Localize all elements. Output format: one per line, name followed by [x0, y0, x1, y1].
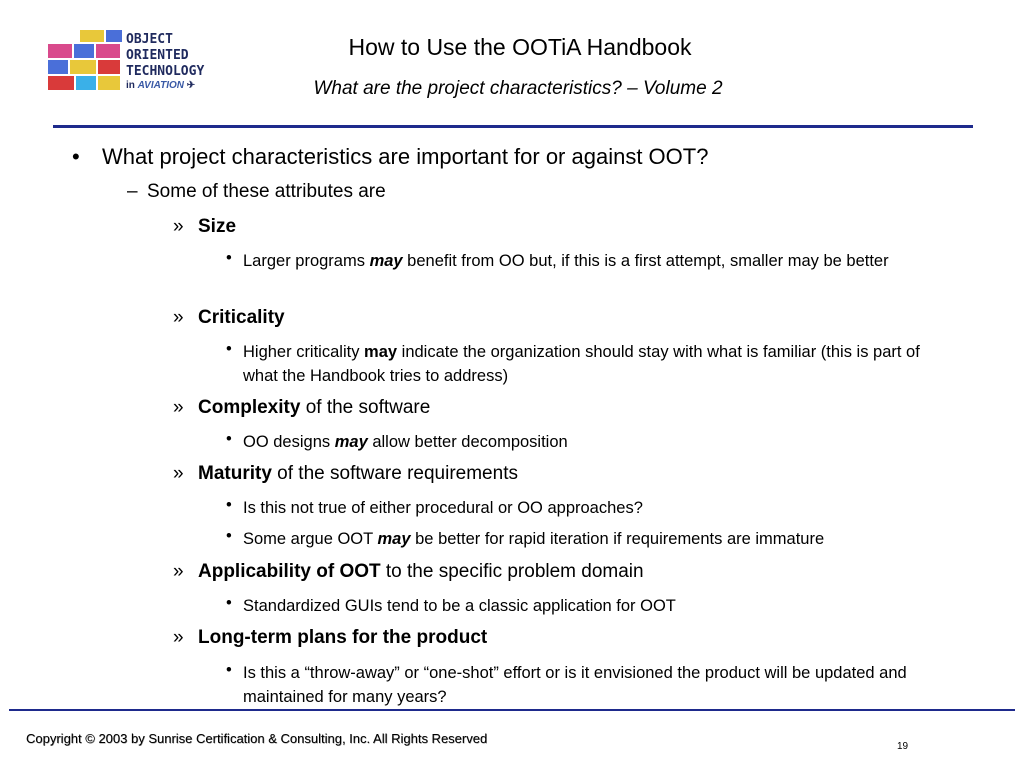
text-part: indicate the organization should stay with what is familiar (this is part of what the Handbook tries to address)	[243, 343, 920, 385]
chevron-marker: »	[173, 397, 184, 418]
sub-bullet	[226, 340, 920, 385]
bullet-marker: •	[226, 527, 232, 545]
attribute-long-term	[173, 627, 488, 649]
attribute-maturity	[173, 463, 518, 485]
text-part: Higher criticality	[243, 343, 365, 361]
attribute-size	[173, 216, 237, 238]
bullet-marker: •	[226, 249, 232, 267]
logo-line-object: OBJECT	[126, 32, 173, 47]
attribute-name: Applicability of OOT	[198, 561, 381, 582]
logo-line-technology: TECHNOLOGY	[126, 64, 205, 79]
emphasis: may	[334, 433, 368, 451]
bullet-text: Is this not true of either procedural or OO approaches?	[243, 499, 643, 517]
copyright-notice: Copyright © 2003 by Sunrise Certification & Consulting, Inc. All Rights Reserved	[26, 731, 488, 746]
attribute-name: Complexity	[198, 397, 301, 418]
attribute-name: Size	[198, 216, 237, 237]
footer-divider	[9, 709, 1015, 711]
page-number: 19	[897, 741, 909, 752]
sub-bullet	[226, 527, 825, 548]
attribute-criticality	[173, 307, 285, 329]
bullet-text: Some of these attributes are	[147, 181, 386, 202]
text-part: be better for rapid iteration if requirements are immature	[410, 530, 825, 548]
logo-line-oriented: ORIENTED	[126, 48, 189, 63]
chevron-marker: »	[173, 561, 184, 582]
bullet-marker: •	[226, 661, 232, 679]
text-part: allow better decomposition	[367, 433, 568, 451]
logo-in: in	[126, 80, 135, 91]
attribute-complexity	[173, 397, 431, 419]
sub-bullet	[226, 249, 889, 270]
text-part: benefit from OO but, if this is a first attempt, smaller may be better	[402, 252, 889, 270]
logo-aviation: AVIATION	[137, 80, 184, 91]
bullet-level1	[72, 144, 709, 170]
bullet-marker: •	[226, 340, 232, 358]
sub-bullet	[226, 594, 676, 615]
bullet-level2	[127, 181, 386, 203]
attribute-rest: to the specific problem domain	[380, 561, 644, 582]
chevron-marker: »	[173, 216, 184, 237]
lego-bricks-graphic	[46, 30, 126, 100]
logo-line-aviation	[126, 80, 204, 92]
slide-subtitle: What are the project characteristics? – Volume 2	[313, 78, 723, 99]
chevron-marker: »	[173, 463, 184, 484]
bullet-marker: •	[226, 496, 232, 514]
sub-bullet	[226, 430, 568, 451]
ootia-logo	[46, 30, 228, 102]
attribute-rest: of the software requirements	[271, 463, 518, 484]
header-divider	[53, 125, 973, 128]
airplane-icon: ✈	[186, 80, 196, 91]
dash-marker: –	[127, 181, 138, 202]
bullet-marker: •	[226, 430, 232, 448]
sub-bullet	[226, 496, 643, 517]
bullet-text: What project characteristics are important for or against OOT?	[102, 144, 709, 169]
attribute-rest: of the software	[300, 397, 431, 418]
text-part: OO designs	[243, 433, 335, 451]
logo-wordmark	[126, 32, 204, 92]
text-part: Some argue OOT	[243, 530, 378, 548]
bullet-marker: •	[72, 144, 80, 169]
slide-title: How to Use the OOTiA Handbook	[348, 34, 692, 60]
attribute-name: Maturity	[198, 463, 272, 484]
attribute-applicability	[173, 561, 644, 583]
chevron-marker: »	[173, 627, 184, 648]
bullet-text: Standardized GUIs tend to be a classic application for OOT	[243, 597, 676, 615]
sub-bullet	[226, 661, 907, 706]
emphasis: may	[364, 343, 398, 361]
bullet-text: Is this a “throw-away” or “one-shot” effort or is it envisioned the product will be updated and maintained for many years?	[243, 664, 907, 706]
emphasis: may	[377, 530, 411, 548]
attribute-name: Criticality	[198, 307, 285, 328]
chevron-marker: »	[173, 307, 184, 328]
bullet-marker: •	[226, 594, 232, 612]
text-part: Larger programs	[243, 252, 370, 270]
attribute-name: Long-term plans for the product	[198, 627, 488, 648]
emphasis: may	[369, 252, 403, 270]
